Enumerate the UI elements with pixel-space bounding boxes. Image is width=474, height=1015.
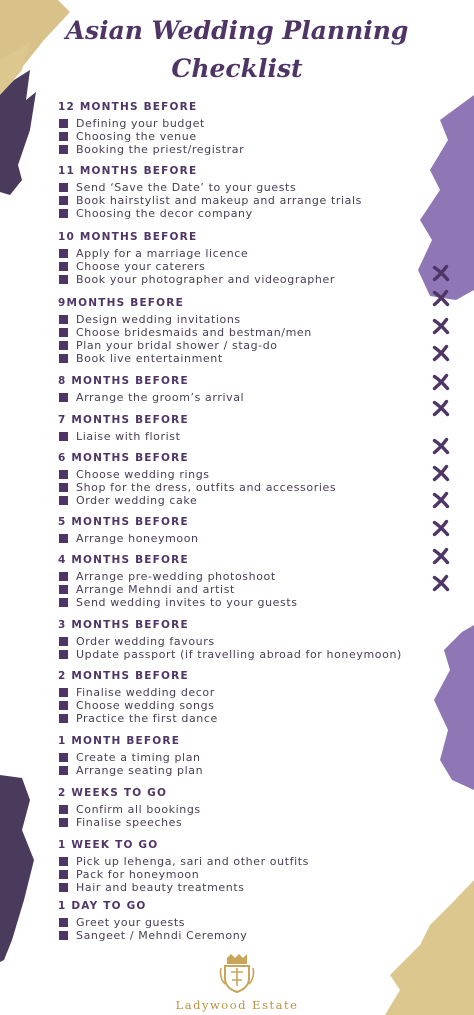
checklist-item — [58, 494, 438, 507]
section-heading: 3 MONTHS BEFORE — [58, 619, 189, 631]
checklist-item — [58, 273, 438, 286]
checklist-item-text: Choose wedding rings — [76, 468, 210, 481]
checklist-item — [58, 881, 438, 894]
checkbox-icon[interactable] — [59, 393, 68, 402]
section-items — [58, 532, 438, 545]
checklist-item-text: Sangeet / Mehndi Ceremony — [76, 929, 248, 942]
checklist-item — [58, 816, 438, 829]
checklist-item-text: Order wedding favours — [76, 635, 215, 648]
checkbox-icon[interactable] — [59, 496, 68, 505]
checkbox-icon[interactable] — [59, 805, 68, 814]
checklist-item-text: Pack for honeymoon — [76, 868, 200, 881]
checklist-item — [58, 868, 438, 881]
checklist-item-text: Choose bridesmaids and bestman/men — [76, 326, 312, 339]
checkbox-icon[interactable] — [59, 688, 68, 697]
section-heading: 11 MONTHS BEFORE — [58, 165, 198, 177]
section-heading: 2 WEEKS TO GO — [58, 787, 168, 799]
checklist-item-text: Liaise with florist — [76, 430, 181, 443]
checklist-item — [58, 596, 438, 609]
checklist-section — [58, 100, 438, 156]
checklist-item-text: Send ‘Save the Date’ to your guests — [76, 181, 297, 194]
checklist-item — [58, 699, 438, 712]
checklist-item-text: Booking the priest/registrar — [76, 143, 245, 156]
checklist-item — [58, 391, 438, 404]
checkbox-icon[interactable] — [59, 714, 68, 723]
checklist-item-text: Book live entertainment — [76, 352, 223, 365]
checkbox-icon[interactable] — [59, 354, 68, 363]
checklist-item — [58, 181, 438, 194]
checklist-item — [58, 764, 438, 777]
checkbox-icon[interactable] — [59, 249, 68, 258]
checkbox-icon[interactable] — [59, 766, 68, 775]
checkbox-icon[interactable] — [59, 883, 68, 892]
checklist-item-text: Arrange honeymoon — [76, 532, 199, 545]
checklist-item — [58, 532, 438, 545]
checklist-item — [58, 648, 438, 661]
checkbox-icon[interactable] — [59, 328, 68, 337]
checklist-item — [58, 570, 438, 583]
section-heading: 1 DAY TO GO — [58, 900, 147, 912]
checklist-item — [58, 712, 438, 725]
section-items — [58, 117, 438, 156]
section-heading: 4 MONTHS BEFORE — [58, 554, 189, 566]
checklist-item-text: Choose wedding songs — [76, 699, 215, 712]
checklist-item — [58, 352, 438, 365]
checklist-item — [58, 686, 438, 699]
checkbox-icon[interactable] — [59, 931, 68, 940]
checklist-item — [58, 143, 438, 156]
checklist-section — [58, 734, 438, 777]
checklist-item-text: Design wedding invitations — [76, 313, 241, 326]
section-heading: 2 MONTHS BEFORE — [58, 670, 189, 682]
checkbox-icon[interactable] — [59, 572, 68, 581]
checkbox-icon[interactable] — [59, 209, 68, 218]
section-items — [58, 635, 438, 661]
section-items — [58, 855, 438, 894]
plum-brush-left-lower — [0, 775, 34, 962]
checklist-item — [58, 117, 438, 130]
checkbox-icon[interactable] — [59, 341, 68, 350]
checkbox-icon[interactable] — [59, 818, 68, 827]
checklist-item-text: Choosing the decor company — [76, 207, 253, 220]
checkbox-icon[interactable] — [59, 132, 68, 141]
checkbox-icon[interactable] — [59, 275, 68, 284]
section-heading: 1 WEEK TO GO — [58, 839, 159, 851]
checkbox-icon[interactable] — [59, 857, 68, 866]
section-heading: 10 MONTHS BEFORE — [58, 231, 198, 243]
checklist-item-text: Choose your caterers — [76, 260, 206, 273]
checklist-item-text: Choosing the venue — [76, 130, 197, 143]
checklist-item — [58, 929, 438, 942]
page-title-line-1: Asian Wedding Planning — [65, 16, 409, 45]
checkbox-icon[interactable] — [59, 650, 68, 659]
checkbox-icon[interactable] — [59, 534, 68, 543]
checklist-section — [58, 786, 438, 829]
checklist-item-text: Finalise speeches — [76, 816, 183, 829]
checkbox-icon[interactable] — [59, 701, 68, 710]
section-items — [58, 247, 438, 286]
checklist-section — [58, 451, 438, 507]
checkbox-icon[interactable] — [59, 262, 68, 271]
checklist-item — [58, 583, 438, 596]
checklist-item — [58, 916, 438, 929]
section-heading: 7 MONTHS BEFORE — [58, 414, 189, 426]
checklist-section — [58, 899, 438, 942]
section-items — [58, 570, 438, 609]
section-items — [58, 751, 438, 777]
brand-name: Ladywood Estate — [175, 998, 299, 1012]
checklist-item-text: Practice the first dance — [76, 712, 218, 725]
checklist-section — [58, 838, 438, 894]
checkbox-icon[interactable] — [59, 119, 68, 128]
lavender-brush-right-mid — [434, 625, 474, 790]
checklist-item — [58, 260, 438, 273]
checklist-item-text: Update passport (if travelling abroad for honeymoon) — [76, 648, 402, 661]
checklist-item-text: Book hairstylist and makeup and arrange trials — [76, 194, 362, 207]
checklist-item — [58, 751, 438, 764]
checklist-item — [58, 247, 438, 260]
section-heading: 12 MONTHS BEFORE — [58, 101, 198, 113]
checkbox-icon[interactable] — [59, 598, 68, 607]
section-heading: 1 MONTH BEFORE — [58, 735, 181, 747]
checkbox-icon[interactable] — [59, 470, 68, 479]
checklist-item-text: Arrange pre-wedding photoshoot — [76, 570, 276, 583]
checklist-section — [58, 515, 438, 545]
section-heading: 6 MONTHS BEFORE — [58, 452, 189, 464]
checkbox-icon[interactable] — [59, 637, 68, 646]
checkbox-icon[interactable] — [59, 483, 68, 492]
section-items — [58, 391, 438, 404]
checklist-section — [58, 164, 438, 220]
checklist-item-text: Plan your bridal shower / stag-do — [76, 339, 278, 352]
checklist-section — [58, 374, 438, 404]
checklist-item — [58, 468, 438, 481]
checklist-item-text: Finalise wedding decor — [76, 686, 215, 699]
checklist-item-text: Confirm all bookings — [76, 803, 201, 816]
checklist-item — [58, 313, 438, 326]
checkbox-icon[interactable] — [59, 918, 68, 927]
checklist-item — [58, 803, 438, 816]
checklist-item-text: Greet your guests — [76, 916, 186, 929]
checkbox-icon[interactable] — [59, 315, 68, 324]
checklist-section — [58, 296, 438, 365]
page-title-line-2: Checklist — [171, 54, 303, 83]
checklist-item — [58, 339, 438, 352]
checklist-item — [58, 430, 438, 443]
checklist-item-text: Arrange the groom’s arrival — [76, 391, 245, 404]
checklist-item — [58, 855, 438, 868]
checklist-item — [58, 207, 438, 220]
checkbox-icon[interactable] — [59, 432, 68, 441]
checklist-item-text: Book your photographer and videographer — [76, 273, 335, 286]
section-items — [58, 430, 438, 443]
checklist-item — [58, 635, 438, 648]
section-items — [58, 468, 438, 507]
checklist-section — [58, 230, 438, 286]
checklist-item-text: Send wedding invites to your guests — [76, 596, 298, 609]
section-items — [58, 916, 438, 942]
checklist-item-text: Apply for a marriage licence — [76, 247, 249, 260]
checklist-item-text: Shop for the dress, outfits and accessories — [76, 481, 337, 494]
section-items — [58, 313, 438, 365]
checklist-item-text: Create a timing plan — [76, 751, 201, 764]
section-items — [58, 686, 438, 725]
checkbox-icon[interactable] — [59, 183, 68, 192]
checklist-item — [58, 130, 438, 143]
section-heading: 8 MONTHS BEFORE — [58, 375, 189, 387]
checklist-section — [58, 413, 438, 443]
checklist-item — [58, 326, 438, 339]
checklist-item-text: Arrange seating plan — [76, 764, 204, 777]
section-items — [58, 181, 438, 220]
checkbox-icon[interactable] — [59, 870, 68, 879]
checklist-item-text: Order wedding cake — [76, 494, 198, 507]
section-items — [58, 803, 438, 829]
checkbox-icon[interactable] — [59, 753, 68, 762]
checklist-item-text: Hair and beauty treatments — [76, 881, 245, 894]
checkbox-icon[interactable] — [59, 196, 68, 205]
checklist-item — [58, 194, 438, 207]
checklist-section — [58, 669, 438, 725]
crest-icon — [0, 952, 474, 998]
checkbox-icon[interactable] — [59, 145, 68, 154]
checklist-section — [58, 618, 438, 661]
checkbox-icon[interactable] — [59, 585, 68, 594]
checklist-item-text: Defining your budget — [76, 117, 205, 130]
checklist-item-text: Arrange Mehndi and artist — [76, 583, 235, 596]
section-heading: 5 MONTHS BEFORE — [58, 516, 189, 528]
checklist-item — [58, 481, 438, 494]
checklist-section — [58, 553, 438, 609]
section-heading: 9MONTHS BEFORE — [58, 297, 184, 309]
checklist-item-text: Pick up lehenga, sari and other outfits — [76, 855, 309, 868]
